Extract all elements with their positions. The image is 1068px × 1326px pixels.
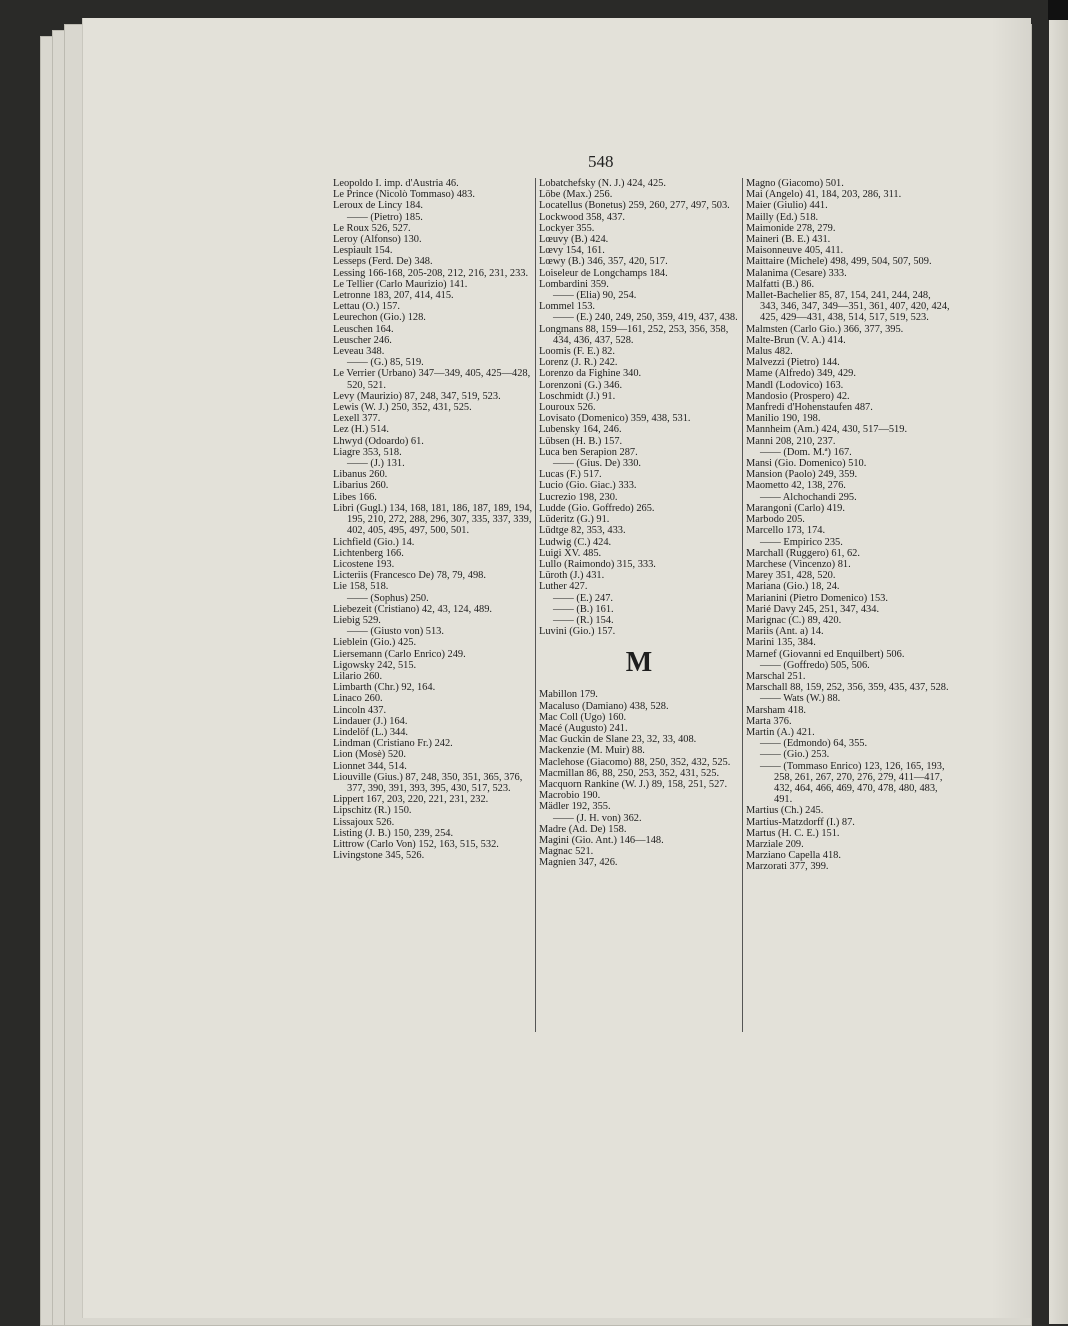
index-entry: Marcello 173, 174. [746,525,826,537]
index-entry: Ligowsky 242, 515. [333,659,417,671]
index-entry: Martus (H. C. E.) 151. [746,827,840,839]
index-entry: Levy (Maurizio) 87, 248, 347, 519, 523. [333,390,501,402]
index-entry: Luigi XV. 485. [539,547,602,559]
index-entry: Lombardini 359. [539,278,609,290]
index-entry: Mansi (Gio. Domenico) 510. [746,458,867,470]
index-entry: Lionnet 344, 514. [333,760,407,772]
index-entry: Marey 351, 428, 520. [746,570,836,582]
index-entry: Lhwyd (Odoardo) 61. [333,435,424,447]
index-entry: Macmillan 86, 88, 250, 253, 352, 431, 525. [539,767,720,779]
index-entry: Martius (Ch.) 245. [746,805,824,817]
index-entry: Lippert 167, 203, 220, 221, 231, 232. [333,794,489,806]
index-entry: Malanima (Cesare) 333. [746,267,847,279]
index-entry: Lissajoux 526. [333,816,395,828]
index-entry: —— (E.) 240, 249, 250, 359, 419, 437, 438. [553,312,738,324]
index-entry: Marziano Capella 418. [746,850,841,862]
index-entry: Lichfield (Gio.) 14. [333,536,415,548]
index-entry: Libarius 260. [333,480,389,492]
column-divider [742,178,743,1032]
index-entry: Lorenzo da Fighine 340. [539,368,642,380]
index-entry: Lewis (W. J.) 250, 352, 431, 525. [333,402,472,414]
index-entry: Mac Guckin de Slane 23, 32, 33, 408. [539,734,697,746]
index-entry: Lucas (F.) 517. [539,469,602,481]
index-entry: —— (Edmondo) 64, 355. [760,738,868,750]
index-entry: Magnien 347, 426. [539,857,618,869]
index-entry: Listing (J. B.) 150, 239, 254. [333,827,454,839]
index-entry: Macrobio 190. [539,790,601,802]
index-entry: Maisonneuve 405, 411. [746,245,844,257]
index-entry: Marangoni (Carlo) 419. [746,502,845,514]
index-entry: Lovisato (Domenico) 359, 438, 531. [539,413,691,425]
index-entry: —— (G.) 85, 519. [347,357,424,369]
index-entry: —— (R.) 154. [553,614,614,626]
index-entry: Lettau (O.) 157. [333,301,400,313]
index-entry: Loschmidt (J.) 91. [539,390,616,402]
index-entry: Louroux 526. [539,402,596,414]
index-entry: Marziale 209. [746,838,804,850]
index-entry: Licostene 193. [333,558,395,570]
index-entry: Lübsen (H. B.) 157. [539,435,623,447]
next-page-edge [1049,18,1068,1324]
index-entry: Marchall (Ruggero) 61, 62. [746,547,860,559]
index-entry: Lincoln 437. [333,704,387,716]
index-entry: Macquorn Rankine (W. J.) 89, 158, 251, 527. [539,778,728,790]
index-entry: Martius-Matzdorff (I.) 87. [746,816,855,828]
index-entry: Mabillon 179. [539,689,598,701]
index-entry: Luca ben Serapion 287. [539,446,638,458]
index-entry: —— (J.) 131. [347,458,405,470]
index-entry: Lespiault 154. [333,245,393,257]
index-entry: Marsham 418. [746,704,807,716]
index-entry: Licteriis (Francesco De) 78, 79, 498. [333,570,486,582]
index-entry: —— (Dom. M.ª) 167. [760,446,852,458]
index-entry: Mandl (Lodovico) 163. [746,379,844,391]
index-entry: Limbarth (Chr.) 92, 164. [333,682,436,694]
index-entry: Lœuvy (B.) 424. [539,234,609,246]
index-entry: Le Verrier (Urbano) 347—349, 405, 425—428, 520, 521. [333,368,531,391]
index-entry: —— (B.) 161. [553,603,614,615]
index-entry: Lessing 166-168, 205-208, 212, 216, 231, 233. [333,267,529,279]
index-entry: Leurechon (Gio.) 128. [333,312,426,324]
index-entry: Mallet-Bachelier 85, 87, 154, 241, 244, 248, 343, 346, 347, 349—351, 361, 407, 420, 424, 425, 429—431, 438, 514, 517, 519, 523. [746,290,950,324]
index-entry: Liagre 353, 518. [333,446,402,458]
index-entry: Mariana (Gio.) 18, 24. [746,581,840,593]
index-entry: Lucrezio 198, 230. [539,491,618,503]
index-entry: Mandosio (Prospero) 42. [746,390,850,402]
index-entry: —— (Pietro) 185. [347,211,423,223]
index-entry: Mannheim (Am.) 424, 430, 517—519. [746,424,908,436]
index-entry: —— (Goffredo) 505, 506. [760,659,870,671]
index-entry: Luther 427. [539,581,588,593]
index-entry: Marnef (Giovanni ed Enquilbert) 506. [746,648,905,660]
index-entry: Lœwy (B.) 346, 357, 420, 517. [539,256,668,268]
page-number: 548 [588,152,614,171]
index-entry: Malvezzi (Pietro) 144. [746,357,840,369]
index-entry: Malte-Brun (V. A.) 414. [746,334,846,346]
index-entry: Libanus 260. [333,469,388,481]
index-entry: Maier (Giulio) 441. [746,200,828,212]
index-entry: Letronne 183, 207, 414, 415. [333,290,454,302]
index-entry: Lorenzoni (G.) 346. [539,379,623,391]
index-entry: Lesseps (Ferd. De) 348. [333,256,433,268]
index-entry: —— Empirico 235. [760,536,843,548]
index-entry: Magno (Giacomo) 501. [746,178,844,189]
index-entry: Leopoldo I. imp. d'Austria 46. [333,178,459,189]
index-entry: Loiseleur de Longchamps 184. [539,267,668,279]
index-entry: —— Alchochandi 295. [760,491,857,503]
index-entry: Lobatchefsky (N. J.) 424, 425. [539,178,666,189]
index-entry: Littrow (Carlo Von) 152, 163, 515, 532. [333,838,499,850]
index-entry: Marié Davy 245, 251, 347, 434. [746,603,880,615]
index-entry: Madre (Ad. De) 158. [539,823,627,835]
index-entry: Löbe (Max.) 256. [539,189,613,201]
index-entry: Ludwig (C.) 424. [539,536,612,548]
index-entry: Le Tellier (Carlo Maurizio) 141. [333,278,468,290]
index-entry: Marschall 88, 159, 252, 356, 359, 435, 437, 528. [746,682,949,694]
index-entry: Lie 158, 518. [333,581,389,593]
section-letter: M [625,647,653,679]
index-entry: Magini (Gio. Ant.) 146—148. [539,834,664,846]
index-entry: Leuschen 164. [333,323,394,335]
index-entry: Lommel 153. [539,301,595,313]
index-entry: Liouville (Gius.) 87, 248, 350, 351, 365, 376, 377, 390, 391, 393, 395, 430, 517, 523. [333,771,523,794]
index-entry: Leveau 348. [333,346,385,358]
index-entry: Locatellus (Bonetus) 259, 260, 277, 497, 503. [539,200,730,212]
index-entry: Lichtenberg 166. [333,547,404,559]
index-entry: Lipschitz (R.) 150. [333,805,412,817]
index-column-3 [746,178,950,873]
index-entry: Lindman (Cristiano Fr.) 242. [333,738,453,750]
index-entry: Leroy (Alfonso) 130. [333,234,422,246]
index-entry: Liebig 529. [333,614,381,626]
index-entry: Lindauer (J.) 164. [333,715,408,727]
index-entry: —— (J. H. von) 362. [553,812,642,824]
index-entry: Mac Coll (Ugo) 160. [539,711,627,723]
index-entry: —— (E.) 247. [553,592,614,604]
index-entry: Lexell 377. [333,413,381,425]
index-entry: Malfatti (B.) 86. [746,278,815,290]
index-entry: Marianini (Pietro Domenico) 153. [746,592,888,604]
index-entry: —— (Tommaso Enrico) 123, 126, 165, 193, 258, 261, 267, 270, 276, 279, 411—417, 432, 464, 466, 469, 470, 478, 480, 483, 491. [760,760,945,806]
index-entry: Linaco 260. [333,693,383,705]
index-entry: Lüroth (J.) 431. [539,570,605,582]
index-entry: Lubensky 164, 246. [539,424,622,436]
index-entry: Marta 376. [746,715,792,727]
index-column-2 [539,178,739,869]
index-entry: Manfredi d'Hohenstaufen 487. [746,402,873,414]
index-entry: Leuscher 246. [333,334,392,346]
index-entry: Marignac (C.) 89, 420. [746,614,842,626]
index-entry: Maittaire (Michele) 498, 499, 504, 507, 509. [746,256,932,268]
index-entry: Livingstone 345, 526. [333,850,425,862]
index-entry: Mansion (Paolo) 249, 359. [746,469,858,481]
page-shade [991,18,1031,1318]
index-entry: Libri (Gugl.) 134, 168, 181, 186, 187, 189, 194, 195, 210, 272, 288, 296, 307, 335, 337, 339, 402, 405, 495, 497, 500, 501. [333,502,533,537]
index-entry: Maometto 42, 138, 276. [746,480,846,492]
column-divider [535,178,536,1032]
index-entry: Mädler 192, 355. [539,801,611,813]
index-entry: —— (Gius. De) 330. [553,458,642,470]
index-entry: Lorenz (J. R.) 242. [539,357,618,369]
index-entry: Martin (A.) 421. [746,726,815,738]
index-entry: Macaluso (Damiano) 438, 528. [539,700,669,712]
index-entry: Mackenzie (M. Muir) 88. [539,745,645,757]
index-entry: Loomis (F. E.) 82. [539,346,615,358]
index-entry: Malmsten (Carlo Gio.) 366, 377, 395. [746,323,904,335]
index-entry: —— (Elia) 90, 254. [553,290,637,302]
index-entry: Marbodo 205. [746,514,805,526]
index-entry: Marschal 251. [746,670,806,682]
index-entry: —— (Gio.) 253. [760,749,830,761]
index-entry: Liersemann (Carlo Enrico) 249. [333,648,466,660]
index-entry: Lullo (Raimondo) 315, 333. [539,558,656,570]
index-entry: Liebezeit (Cristiano) 42, 43, 124, 489. [333,603,492,615]
index-entry: Mai (Angelo) 41, 184, 203, 286, 311. [746,189,902,201]
index-entry: Manilio 190, 198. [746,413,821,425]
index-entry: Lilario 260. [333,670,383,682]
index-entry: Lindelöf (L.) 344. [333,726,409,738]
index-entry: Ludde (Gio. Goffredo) 265. [539,502,655,514]
index-entry: Lockwood 358, 437. [539,211,626,223]
index-entry: Lœvy 154, 161. [539,245,605,257]
index-entry: Maimonide 278, 279. [746,222,836,234]
index-entry: Libes 166. [333,491,377,503]
index-entry: Marchese (Vincenzo) 81. [746,558,851,570]
index-entry: Lüderitz (G.) 91. [539,514,610,526]
index-entry: Manni 208, 210, 237. [746,435,836,447]
index-entry: —— (Giusto von) 513. [347,626,444,638]
index-entry: Marini 135, 384. [746,637,816,649]
index-entry: Lockyer 355. [539,222,595,234]
index-entry: Le Prince (Nicolò Tommaso) 483. [333,189,475,201]
index-entry: Leroux de Lincy 184. [333,200,424,212]
index-entry: Mailly (Ed.) 518. [746,211,819,223]
index-entry: Maclehose (Giacomo) 88, 250, 352, 432, 525. [539,756,731,768]
index-entry: Maineri (B. E.) 431. [746,234,831,246]
index-entry: Macé (Augusto) 241. [539,722,628,734]
index-entry: Lüdtge 82, 353, 433. [539,525,626,537]
index-column-1 [333,178,533,861]
index-entry: Mame (Alfredo) 349, 429. [746,368,856,380]
index-entry: Le Roux 526, 527. [333,222,411,234]
index-entry: Marzorati 377, 399. [746,861,829,873]
index-entry: Lion (Mosè) 520. [333,749,407,761]
index-entry: Longmans 88, 159—161, 252, 253, 356, 358, 434, 436, 437, 528. [539,323,729,346]
index-entry: Magnac 521. [539,846,594,858]
index-entry: —— Wats (W.) 88. [760,693,841,705]
scan-corner-mark [1048,0,1068,20]
index-entry: —— (Sophus) 250. [347,592,429,604]
index-entry: Luvini (Gio.) 157. [539,626,616,638]
index-entry: Lucio (Gio. Giac.) 333. [539,480,637,492]
index-entry: Mariis (Ant. a) 14. [746,626,824,638]
index-entry: Lieblein (Gio.) 425. [333,637,417,649]
index-entry: Malus 482. [746,346,793,358]
index-entry: Lez (H.) 514. [333,424,389,436]
